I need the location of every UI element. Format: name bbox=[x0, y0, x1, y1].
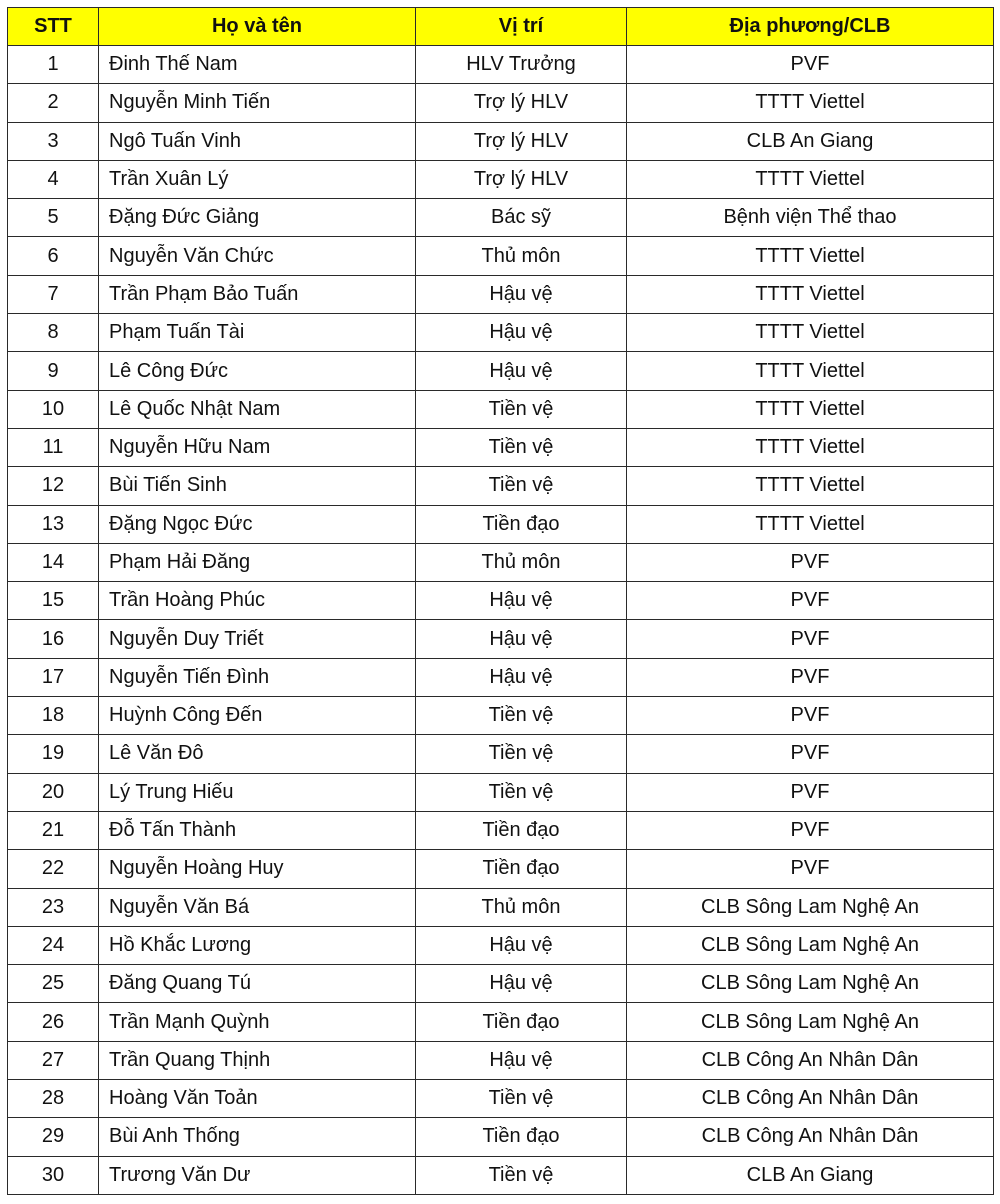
cell-stt: 6 bbox=[8, 237, 99, 275]
cell-stt: 16 bbox=[8, 620, 99, 658]
header-row bbox=[8, 8, 994, 46]
cell-name: Nguyễn Hoàng Huy bbox=[99, 850, 416, 888]
header-stt: STT bbox=[8, 8, 99, 46]
cell-stt: 5 bbox=[8, 199, 99, 237]
cell-name: Phạm Tuấn Tài bbox=[99, 314, 416, 352]
cell-club: TTTT Viettel bbox=[627, 390, 994, 428]
table-row bbox=[8, 811, 994, 849]
cell-name: Hoàng Văn Toản bbox=[99, 1080, 416, 1118]
cell-stt: 12 bbox=[8, 467, 99, 505]
cell-club: TTTT Viettel bbox=[627, 84, 994, 122]
cell-name: Nguyễn Minh Tiến bbox=[99, 84, 416, 122]
cell-name: Nguyễn Tiến Đình bbox=[99, 658, 416, 696]
cell-name: Bùi Anh Thống bbox=[99, 1118, 416, 1156]
cell-club: CLB Sông Lam Nghệ An bbox=[627, 1003, 994, 1041]
cell-position: Bác sỹ bbox=[416, 199, 627, 237]
cell-stt: 3 bbox=[8, 122, 99, 160]
cell-stt: 9 bbox=[8, 352, 99, 390]
table-row bbox=[8, 735, 994, 773]
roster-sheet bbox=[7, 7, 993, 1196]
cell-club: TTTT Viettel bbox=[627, 428, 994, 466]
cell-stt: 4 bbox=[8, 160, 99, 198]
cell-name: Trương Văn Dư bbox=[99, 1156, 416, 1194]
cell-club: TTTT Viettel bbox=[627, 352, 994, 390]
cell-name: Đinh Thế Nam bbox=[99, 46, 416, 84]
table-row bbox=[8, 1080, 994, 1118]
cell-name: Trần Mạnh Quỳnh bbox=[99, 1003, 416, 1041]
cell-stt: 17 bbox=[8, 658, 99, 696]
cell-position: Tiền vệ bbox=[416, 697, 627, 735]
cell-club: PVF bbox=[627, 697, 994, 735]
cell-name: Nguyễn Văn Chức bbox=[99, 237, 416, 275]
cell-club: PVF bbox=[627, 543, 994, 581]
cell-club: TTTT Viettel bbox=[627, 314, 994, 352]
table-row bbox=[8, 850, 994, 888]
cell-name: Đặng Ngọc Đức bbox=[99, 505, 416, 543]
table-row bbox=[8, 237, 994, 275]
cell-position: Thủ môn bbox=[416, 888, 627, 926]
table-row bbox=[8, 1003, 994, 1041]
cell-club: TTTT Viettel bbox=[627, 467, 994, 505]
cell-name: Lê Công Đức bbox=[99, 352, 416, 390]
cell-position: Hậu vệ bbox=[416, 965, 627, 1003]
cell-position: Trợ lý HLV bbox=[416, 122, 627, 160]
table-row bbox=[8, 926, 994, 964]
roster-table bbox=[7, 7, 994, 1195]
cell-position: Hậu vệ bbox=[416, 352, 627, 390]
cell-stt: 25 bbox=[8, 965, 99, 1003]
cell-name: Trần Hoàng Phúc bbox=[99, 582, 416, 620]
cell-position: Tiền vệ bbox=[416, 773, 627, 811]
cell-stt: 7 bbox=[8, 275, 99, 313]
cell-club: TTTT Viettel bbox=[627, 160, 994, 198]
cell-stt: 15 bbox=[8, 582, 99, 620]
cell-stt: 13 bbox=[8, 505, 99, 543]
cell-name: Nguyễn Duy Triết bbox=[99, 620, 416, 658]
cell-stt: 21 bbox=[8, 811, 99, 849]
cell-stt: 20 bbox=[8, 773, 99, 811]
cell-stt: 18 bbox=[8, 697, 99, 735]
cell-position: Tiền vệ bbox=[416, 390, 627, 428]
cell-stt: 23 bbox=[8, 888, 99, 926]
cell-club: PVF bbox=[627, 773, 994, 811]
cell-position: Tiền vệ bbox=[416, 467, 627, 505]
cell-name: Hồ Khắc Lương bbox=[99, 926, 416, 964]
table-row bbox=[8, 1156, 994, 1194]
table-row bbox=[8, 84, 994, 122]
cell-name: Đỗ Tấn Thành bbox=[99, 811, 416, 849]
header-club: Địa phương/CLB bbox=[627, 8, 994, 46]
cell-position: Tiền đạo bbox=[416, 505, 627, 543]
cell-position: Thủ môn bbox=[416, 237, 627, 275]
cell-stt: 30 bbox=[8, 1156, 99, 1194]
cell-position: Hậu vệ bbox=[416, 314, 627, 352]
header-name: Họ và tên bbox=[99, 8, 416, 46]
table-row bbox=[8, 582, 994, 620]
cell-club: CLB Sông Lam Nghệ An bbox=[627, 926, 994, 964]
table-row bbox=[8, 467, 994, 505]
cell-stt: 14 bbox=[8, 543, 99, 581]
cell-stt: 26 bbox=[8, 1003, 99, 1041]
table-row bbox=[8, 658, 994, 696]
cell-stt: 27 bbox=[8, 1041, 99, 1079]
cell-name: Đặng Đức Giảng bbox=[99, 199, 416, 237]
cell-position: Thủ môn bbox=[416, 543, 627, 581]
cell-club: Bệnh viện Thể thao bbox=[627, 199, 994, 237]
cell-position: Tiền đạo bbox=[416, 811, 627, 849]
cell-position: Tiền vệ bbox=[416, 1080, 627, 1118]
table-row bbox=[8, 965, 994, 1003]
cell-position: Trợ lý HLV bbox=[416, 84, 627, 122]
cell-position: Tiền đạo bbox=[416, 850, 627, 888]
cell-stt: 29 bbox=[8, 1118, 99, 1156]
table-row bbox=[8, 160, 994, 198]
cell-club: PVF bbox=[627, 850, 994, 888]
cell-name: Lê Quốc Nhật Nam bbox=[99, 390, 416, 428]
cell-name: Bùi Tiến Sinh bbox=[99, 467, 416, 505]
cell-position: Hậu vệ bbox=[416, 582, 627, 620]
cell-name: Trần Phạm Bảo Tuấn bbox=[99, 275, 416, 313]
cell-stt: 28 bbox=[8, 1080, 99, 1118]
table-row bbox=[8, 888, 994, 926]
cell-name: Phạm Hải Đăng bbox=[99, 543, 416, 581]
cell-club: PVF bbox=[627, 658, 994, 696]
cell-position: HLV Trưởng bbox=[416, 46, 627, 84]
table-row bbox=[8, 199, 994, 237]
table-row bbox=[8, 543, 994, 581]
cell-name: Nguyễn Hữu Nam bbox=[99, 428, 416, 466]
cell-name: Huỳnh Công Đến bbox=[99, 697, 416, 735]
cell-club: CLB An Giang bbox=[627, 122, 994, 160]
table-row bbox=[8, 46, 994, 84]
table-row bbox=[8, 122, 994, 160]
table-row bbox=[8, 697, 994, 735]
cell-name: Đăng Quang Tú bbox=[99, 965, 416, 1003]
cell-stt: 24 bbox=[8, 926, 99, 964]
cell-stt: 1 bbox=[8, 46, 99, 84]
cell-position: Tiền đạo bbox=[416, 1003, 627, 1041]
cell-name: Lý Trung Hiếu bbox=[99, 773, 416, 811]
cell-stt: 11 bbox=[8, 428, 99, 466]
cell-club: PVF bbox=[627, 735, 994, 773]
table-header bbox=[8, 8, 994, 46]
cell-stt: 2 bbox=[8, 84, 99, 122]
table-row bbox=[8, 505, 994, 543]
table-body bbox=[8, 46, 994, 1195]
cell-club: PVF bbox=[627, 46, 994, 84]
cell-club: CLB Sông Lam Nghệ An bbox=[627, 965, 994, 1003]
cell-position: Tiền vệ bbox=[416, 735, 627, 773]
cell-club: PVF bbox=[627, 811, 994, 849]
cell-position: Hậu vệ bbox=[416, 658, 627, 696]
cell-name: Trần Xuân Lý bbox=[99, 160, 416, 198]
table-row bbox=[8, 1041, 994, 1079]
cell-position: Hậu vệ bbox=[416, 620, 627, 658]
table-row bbox=[8, 275, 994, 313]
cell-position: Hậu vệ bbox=[416, 1041, 627, 1079]
cell-stt: 10 bbox=[8, 390, 99, 428]
table-row bbox=[8, 620, 994, 658]
cell-club: CLB Công An Nhân Dân bbox=[627, 1118, 994, 1156]
cell-club: PVF bbox=[627, 620, 994, 658]
table-row bbox=[8, 390, 994, 428]
cell-stt: 19 bbox=[8, 735, 99, 773]
cell-name: Ngô Tuấn Vinh bbox=[99, 122, 416, 160]
cell-club: TTTT Viettel bbox=[627, 505, 994, 543]
table-row bbox=[8, 1118, 994, 1156]
cell-stt: 22 bbox=[8, 850, 99, 888]
cell-stt: 8 bbox=[8, 314, 99, 352]
cell-position: Hậu vệ bbox=[416, 275, 627, 313]
cell-club: CLB Sông Lam Nghệ An bbox=[627, 888, 994, 926]
cell-position: Trợ lý HLV bbox=[416, 160, 627, 198]
table-row bbox=[8, 314, 994, 352]
cell-position: Tiền đạo bbox=[416, 1118, 627, 1156]
cell-name: Lê Văn Đô bbox=[99, 735, 416, 773]
cell-club: CLB Công An Nhân Dân bbox=[627, 1080, 994, 1118]
cell-club: TTTT Viettel bbox=[627, 275, 994, 313]
cell-position: Hậu vệ bbox=[416, 926, 627, 964]
cell-position: Tiền vệ bbox=[416, 1156, 627, 1194]
cell-club: TTTT Viettel bbox=[627, 237, 994, 275]
cell-name: Nguyễn Văn Bá bbox=[99, 888, 416, 926]
header-position: Vị trí bbox=[416, 8, 627, 46]
table-row bbox=[8, 428, 994, 466]
cell-position: Tiền vệ bbox=[416, 428, 627, 466]
cell-club: PVF bbox=[627, 582, 994, 620]
table-row bbox=[8, 773, 994, 811]
cell-name: Trần Quang Thịnh bbox=[99, 1041, 416, 1079]
cell-club: CLB An Giang bbox=[627, 1156, 994, 1194]
table-row bbox=[8, 352, 994, 390]
cell-club: CLB Công An Nhân Dân bbox=[627, 1041, 994, 1079]
